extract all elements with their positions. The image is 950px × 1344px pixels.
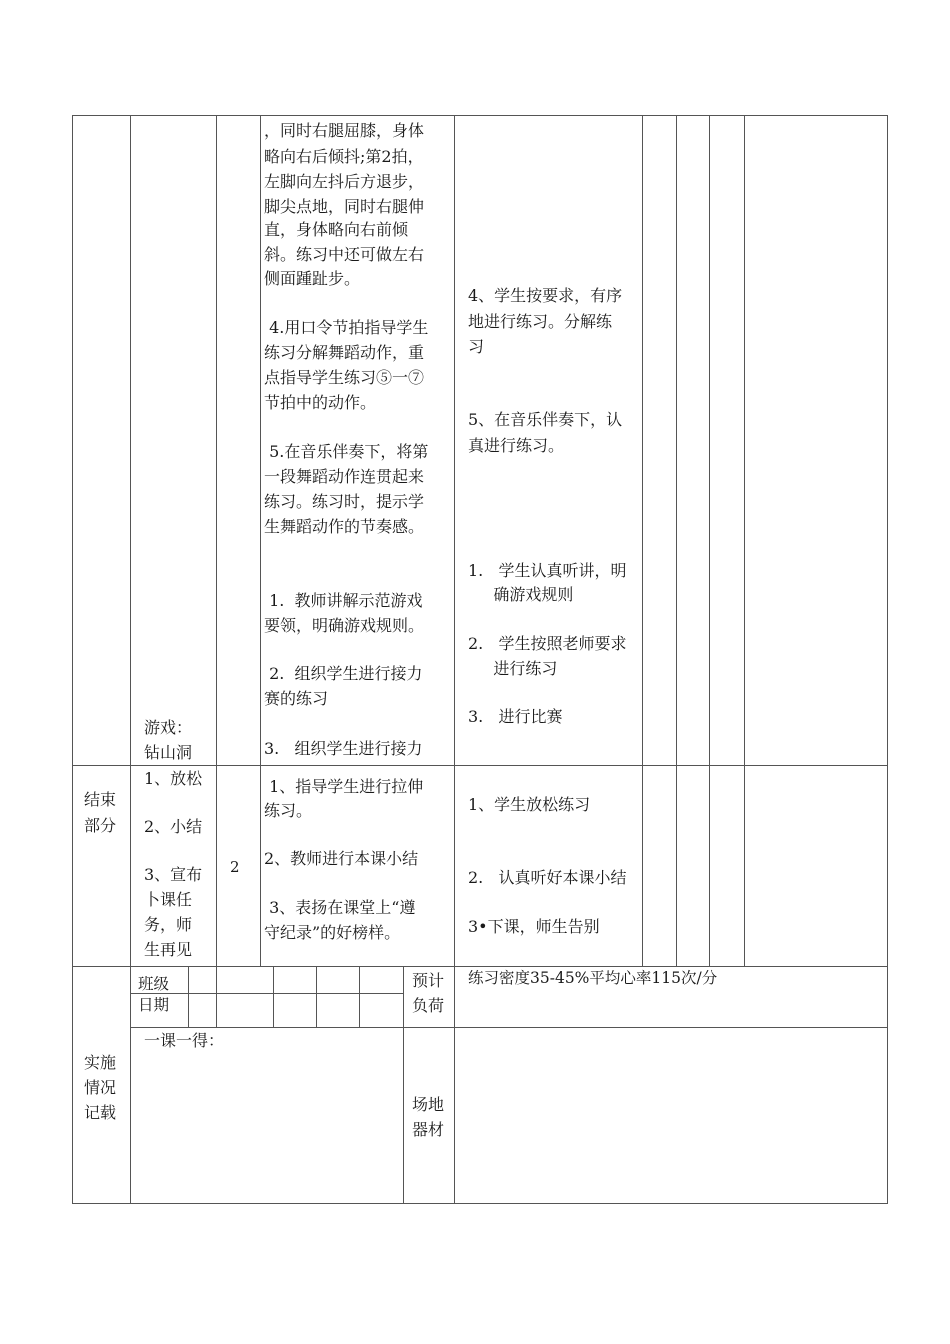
col-divider-1	[130, 115, 131, 1204]
table-border-bottom	[72, 1203, 888, 1204]
table-border-right	[887, 115, 888, 1204]
expected-load-label-1: 预计	[412, 971, 445, 990]
teacher-step4-line-4: 节拍中的动作。	[264, 393, 377, 412]
teacher-step4-line-3: 点指导学生练习⑤一⑦	[264, 368, 425, 387]
col-divider-8	[744, 115, 745, 966]
ending-item-assign-4: 生再见	[144, 940, 193, 959]
table-border-top	[72, 115, 888, 116]
student-game1-line-1: 1. 学生认真听讲，明	[468, 561, 627, 580]
student-game2-line-1: 2. 学生按照老师要求	[468, 634, 627, 653]
grid-col-2	[216, 966, 217, 1027]
teacher-ending-step2: 2、教师进行本课小结	[264, 849, 419, 868]
ending-time: 2	[230, 858, 240, 876]
col-divider-2	[216, 115, 217, 966]
student-ending1: 1、学生放松练习	[468, 795, 591, 814]
grid-col-5	[359, 966, 360, 1027]
teacher-step4-line-1: 4.用口令节拍指导学生	[264, 318, 429, 337]
student-game3: 3. 进行比赛	[468, 707, 563, 726]
teacher-step3-line-7: 侧面踵趾步。	[264, 269, 361, 288]
col-divider-3	[260, 115, 261, 966]
ending-item-assign-1: 3、宣布	[144, 865, 203, 884]
teacher-game-step1-line-2: 要领，明确游戏规则。	[264, 616, 425, 635]
implementation-label-2: 情况	[84, 1078, 117, 1097]
load-row-divider	[130, 1027, 888, 1028]
teacher-game-step1-line-1: 1. 教师讲解示范游戏	[264, 591, 423, 610]
teacher-step3-line-6: 斜。练习中还可做左右	[264, 245, 425, 264]
teacher-game-step2-line-1: 2. 组织学生进行接力	[264, 664, 423, 683]
student-step5-line-2: 真进行练习。	[468, 436, 565, 455]
student-game1-line-2: 确游戏规则	[468, 585, 574, 604]
ending-item-assign-2: 卜课任	[144, 890, 193, 909]
teacher-step3-line-4: 脚尖点地，同时右腿伸	[264, 197, 425, 216]
expected-load-label-2: 负荷	[412, 996, 445, 1015]
teacher-step3-line-3: 左脚向左抖后方退步，	[264, 172, 425, 191]
student-step4-line-2: 地进行练习。分解练	[468, 312, 613, 331]
game-name: 钻山洞	[144, 743, 193, 762]
teacher-step4-line-2: 练习分解舞蹈动作，重	[264, 343, 425, 362]
ending-item-assign-3: 务，师	[144, 915, 193, 934]
grid-col-7	[454, 966, 455, 1204]
teacher-step5-line-3: 练习。练习时，提示学	[264, 492, 425, 511]
student-ending2: 2. 认真听好本课小结	[468, 868, 627, 887]
col-divider-4	[454, 115, 455, 966]
expected-load-value: 练习密度35-45%平均心率115次/分	[468, 969, 718, 987]
student-step4-line-3: 习	[468, 337, 485, 356]
class-row-divider	[130, 993, 403, 994]
col-divider-6	[676, 115, 677, 966]
student-step5-line-1: 5、在音乐伴奏下，认	[468, 410, 623, 429]
student-game2-line-2: 进行练习	[468, 659, 558, 678]
teacher-ending-step3-line-2: 守纪录”的好榜样。	[264, 923, 401, 942]
ending-item-summary: 2、小结	[144, 817, 203, 836]
table-border-left	[72, 115, 73, 1204]
reflection-label: 一课一得：	[144, 1031, 225, 1050]
student-ending3: 3•下课，师生告别	[468, 917, 600, 936]
teacher-game-step2-line-2: 赛的练习	[264, 689, 329, 708]
teacher-ending-step3-line-1: 3、表扬在课堂上“遵	[264, 898, 416, 917]
teacher-step3-line-5: 直，身体略向右前倾	[264, 220, 409, 239]
ending-section-label-2: 部分	[84, 816, 117, 835]
venue-equipment-label-2: 器材	[412, 1120, 445, 1139]
teacher-step5-line-1: 5.在音乐伴奏下，将第	[264, 442, 429, 461]
teacher-step3-line-1: ，同时右腿屈膝，身体	[264, 121, 425, 140]
grid-col-3	[273, 966, 274, 1027]
col-divider-5	[642, 115, 643, 966]
game-label: 游戏：	[144, 718, 193, 737]
implementation-label-1: 实施	[84, 1053, 117, 1072]
implementation-label-3: 记载	[84, 1103, 117, 1122]
teacher-step5-line-2: 一段舞蹈动作连贯起来	[264, 467, 425, 486]
student-step4-line-1: 4、学生按要求，有序	[468, 286, 623, 305]
teacher-ending-step1-line-2: 练习。	[264, 801, 313, 820]
grid-col-4	[316, 966, 317, 1027]
ending-section-label-1: 结束	[84, 790, 117, 809]
teacher-game-step3: 3. 组织学生进行接力	[264, 739, 423, 758]
venue-equipment-label-1: 场地	[412, 1095, 445, 1114]
ending-item-relax: 1、放松	[144, 769, 203, 788]
teacher-step3-line-2: 略向右后倾抖;第2拍，	[264, 147, 424, 166]
date-label: 日期	[138, 996, 170, 1014]
col-divider-7	[709, 115, 710, 966]
grid-col-1	[188, 966, 189, 1027]
teacher-step5-line-4: 生舞蹈动作的节奏感。	[264, 517, 425, 536]
class-label: 班级	[138, 975, 170, 993]
grid-col-6	[403, 966, 404, 1204]
teacher-ending-step1-line-1: 1、指导学生进行拉伸	[264, 777, 424, 796]
